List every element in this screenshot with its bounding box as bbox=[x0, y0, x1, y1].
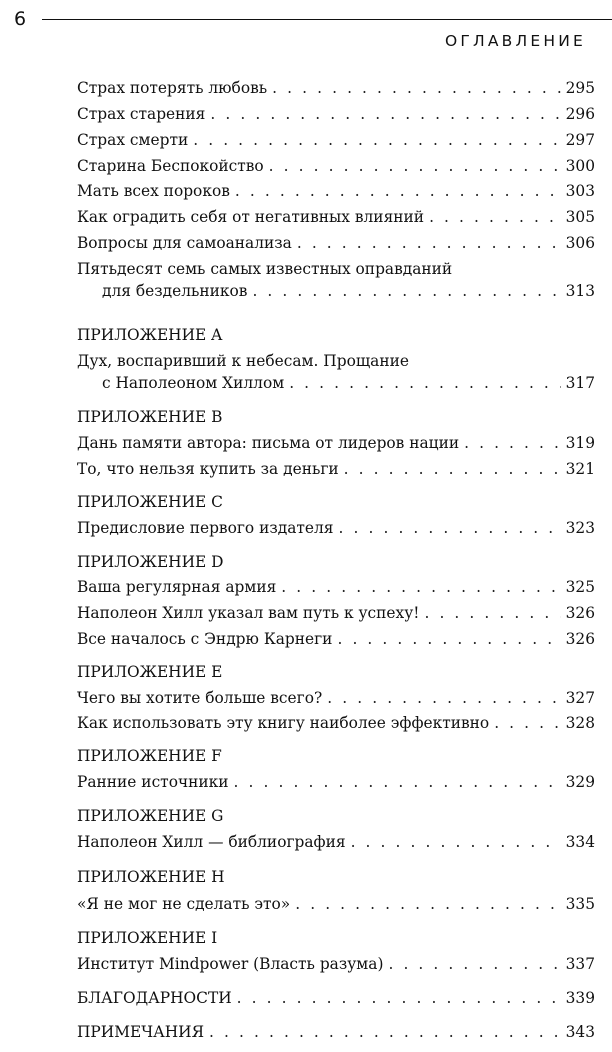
toc-entry-page: 334 bbox=[565, 833, 595, 851]
toc-entry[interactable] bbox=[77, 129, 595, 151]
toc-entry-page: 335 bbox=[565, 895, 595, 913]
toc-entry-title: БЛАГОДАРНОСТИ bbox=[77, 989, 232, 1007]
appendix-heading: ПРИЛОЖЕНИЕ I bbox=[77, 929, 218, 947]
appendix-heading: ПРИЛОЖЕНИЕ D bbox=[77, 553, 224, 571]
leader-dots bbox=[494, 712, 561, 734]
appendix-heading: ПРИЛОЖЕНИЕ E bbox=[77, 663, 223, 681]
toc-entry-title-line1: Пятьдесят семь самых известных оправданий bbox=[77, 260, 453, 278]
toc-entry[interactable] bbox=[77, 77, 595, 99]
toc-entry-title: Ваша регулярная армия bbox=[77, 578, 277, 596]
toc-entry-title: ПРИМЕЧАНИЯ bbox=[77, 1023, 205, 1041]
toc-entry[interactable] bbox=[77, 771, 595, 793]
leader-dots bbox=[237, 987, 561, 1009]
toc-entry-title-line1: Дух, воспаривший к небесам. Прощание bbox=[77, 352, 409, 370]
toc-entry-title: Дань памяти автора: письма от лидеров нации bbox=[77, 434, 460, 452]
toc-entry[interactable] bbox=[77, 350, 595, 394]
leader-dots bbox=[297, 232, 561, 254]
leader-dots bbox=[272, 77, 561, 99]
running-head: ОГЛАВЛЕНИЕ bbox=[444, 32, 586, 50]
toc-entry-title: Институт Mindpower (Власть разума) bbox=[77, 955, 384, 973]
leader-dots bbox=[252, 280, 561, 302]
toc-entry-page: 319 bbox=[565, 434, 595, 452]
toc-entry-page: 328 bbox=[565, 714, 595, 732]
toc-entry[interactable] bbox=[77, 155, 595, 177]
toc-entry[interactable] bbox=[77, 893, 595, 915]
leader-dots bbox=[234, 771, 561, 793]
toc-entry-title: Наполеон Хилл — библиография bbox=[77, 833, 346, 851]
toc-entry-page: 300 bbox=[565, 157, 595, 175]
toc-entry[interactable] bbox=[77, 103, 595, 125]
toc-entry-page: 296 bbox=[565, 105, 595, 123]
leader-dots bbox=[388, 953, 561, 975]
toc-entry-page: 343 bbox=[565, 1023, 595, 1041]
toc-entry-title: Страх потерять любовь bbox=[77, 79, 268, 97]
toc-entry-title: Наполеон Хилл указал вам путь к успеху! bbox=[77, 604, 420, 622]
toc-entry-title-line2: для бездельников bbox=[102, 282, 248, 300]
toc-entry-title: Мать всех пороков bbox=[77, 182, 230, 200]
leader-dots bbox=[429, 206, 561, 228]
toc-entry-page: 326 bbox=[565, 630, 595, 648]
leader-dots bbox=[193, 129, 561, 151]
leader-dots bbox=[339, 517, 562, 539]
leader-dots bbox=[327, 687, 561, 709]
toc-entry-page: 295 bbox=[565, 79, 595, 97]
toc-entry-title: Как использовать эту книгу наиболее эффективно bbox=[77, 714, 490, 732]
toc-entry-page: 317 bbox=[565, 374, 595, 392]
toc-entry-title: Страх старения bbox=[77, 105, 206, 123]
toc-entry-title: Все началось с Эндрю Карнеги bbox=[77, 630, 333, 648]
appendix-heading: ПРИЛОЖЕНИЕ C bbox=[77, 493, 223, 511]
toc-entry-page: 313 bbox=[565, 282, 595, 300]
appendix-heading: ПРИЛОЖЕНИЕ F bbox=[77, 747, 222, 765]
toc-entry-page: 323 bbox=[565, 519, 595, 537]
leader-dots bbox=[337, 628, 561, 650]
toc-entry-title: Вопросы для самоанализа bbox=[77, 234, 292, 252]
toc-entry-title: Старина Беспокойство bbox=[77, 157, 264, 175]
toc-entry-title: Предисловие первого издателя bbox=[77, 519, 334, 537]
toc-entry-page: 306 bbox=[565, 234, 595, 252]
toc-entry[interactable] bbox=[77, 180, 595, 202]
toc-entry-title-line2: с Наполеоном Хиллом bbox=[102, 374, 285, 392]
toc-entry-page: 305 bbox=[565, 208, 595, 226]
toc-entry[interactable] bbox=[77, 517, 595, 539]
toc-entry-title: Ранние источники bbox=[77, 773, 229, 791]
toc-entry[interactable] bbox=[77, 687, 595, 709]
toc-entry-page: 325 bbox=[565, 578, 595, 596]
toc-entry-page: 321 bbox=[565, 460, 595, 478]
toc-entry[interactable] bbox=[77, 258, 595, 302]
toc-entry-title: То, что нельзя купить за деньги bbox=[77, 460, 339, 478]
appendix-heading: ПРИЛОЖЕНИЕ B bbox=[77, 408, 223, 426]
leader-dots bbox=[464, 432, 561, 454]
appendix-heading: ПРИЛОЖЕНИЕ G bbox=[77, 807, 224, 825]
toc-entry-title: Как оградить себя от негативных влияний bbox=[77, 208, 425, 226]
toc-entry[interactable] bbox=[77, 712, 595, 734]
toc-entry[interactable] bbox=[77, 576, 595, 598]
leader-dots bbox=[424, 602, 561, 624]
leader-dots bbox=[235, 180, 561, 202]
toc-entry[interactable] bbox=[77, 432, 595, 454]
toc-entry-acknowledgements[interactable] bbox=[77, 987, 595, 1009]
toc-entry-page: 339 bbox=[565, 989, 595, 1007]
toc-entry[interactable] bbox=[77, 628, 595, 650]
toc-entry[interactable] bbox=[77, 232, 595, 254]
leader-dots bbox=[210, 103, 561, 125]
toc-entry-page: 329 bbox=[565, 773, 595, 791]
toc-entry[interactable] bbox=[77, 953, 595, 975]
toc-entry-page: 327 bbox=[565, 689, 595, 707]
page-number: 6 bbox=[14, 8, 27, 30]
toc-entry-page: 326 bbox=[565, 604, 595, 622]
toc-entry[interactable] bbox=[77, 831, 595, 853]
toc-entry[interactable] bbox=[77, 206, 595, 228]
toc-entry-page: 303 bbox=[565, 182, 595, 200]
toc-entry[interactable] bbox=[77, 458, 595, 480]
toc-entry-title: Чего вы хотите больше всего? bbox=[77, 689, 323, 707]
leader-dots bbox=[289, 372, 561, 394]
toc-entry-page: 297 bbox=[565, 131, 595, 149]
leader-dots bbox=[281, 576, 561, 598]
leader-dots bbox=[344, 458, 561, 480]
toc-entry-title: Страх смерти bbox=[77, 131, 189, 149]
leader-dots bbox=[269, 155, 561, 177]
leader-dots bbox=[295, 893, 561, 915]
table-of-contents bbox=[77, 0, 595, 1052]
appendix-heading: ПРИЛОЖЕНИЕ A bbox=[77, 326, 223, 344]
toc-entry[interactable] bbox=[77, 602, 595, 624]
toc-entry-title: «Я не мог не сделать это» bbox=[77, 895, 291, 913]
toc-entry-page: 337 bbox=[565, 955, 595, 973]
leader-dots bbox=[351, 831, 561, 853]
appendix-heading: ПРИЛОЖЕНИЕ H bbox=[77, 868, 225, 886]
leader-dots bbox=[209, 1021, 561, 1043]
toc-entry-notes[interactable] bbox=[77, 1021, 595, 1043]
